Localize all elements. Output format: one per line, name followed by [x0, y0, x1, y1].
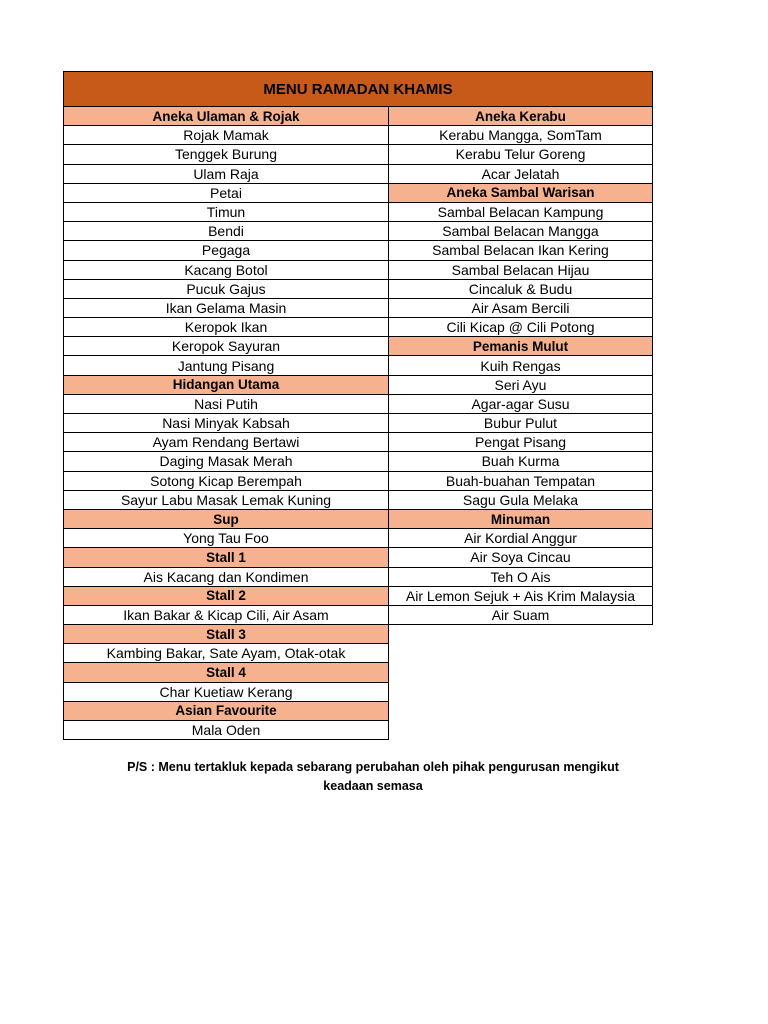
menu-item: Air Soya Cincau — [389, 548, 653, 567]
section-header: Stall 2 — [63, 587, 389, 606]
section-header: Aneka Kerabu — [389, 107, 653, 126]
menu-item: Rojak Mamak — [63, 126, 389, 145]
left-column — [63, 107, 389, 740]
menu-item: Bubur Pulut — [389, 414, 653, 433]
footnote — [63, 758, 683, 796]
menu-item: Jantung Pisang — [63, 356, 389, 375]
menu-item: Pucuk Gajus — [63, 280, 389, 299]
menu-item: Sambal Belacan Kampung — [389, 203, 653, 222]
menu-item: Sambal Belacan Mangga — [389, 222, 653, 241]
footnote-line-1: P/S : Menu tertakluk kepada sebarang perubahan oleh pihak pengurusan mengikut — [127, 760, 619, 774]
menu-item: Teh O Ais — [389, 568, 653, 587]
menu-item: Kuih Rengas — [389, 356, 653, 375]
menu-item: Timun — [63, 203, 389, 222]
menu-item: Nasi Minyak Kabsah — [63, 414, 389, 433]
menu-item: Air Lemon Sejuk + Ais Krim Malaysia — [389, 587, 653, 606]
section-header: Stall 1 — [63, 548, 389, 567]
menu-item: Ikan Gelama Masin — [63, 299, 389, 318]
menu-item: Buah Kurma — [389, 452, 653, 471]
menu-item: Pegaga — [63, 241, 389, 260]
section-header: Minuman — [389, 510, 653, 529]
menu-columns — [63, 107, 653, 740]
right-column — [389, 107, 653, 740]
footnote-line-2: keadaan semasa — [323, 779, 423, 793]
section-header: Hidangan Utama — [63, 376, 389, 395]
menu-item: Ikan Bakar & Kicap Cili, Air Asam — [63, 606, 389, 625]
menu-item: Cili Kicap @ Cili Potong — [389, 318, 653, 337]
menu-item: Sotong Kicap Berempah — [63, 472, 389, 491]
section-header: Stall 3 — [63, 625, 389, 644]
menu-item: Sagu Gula Melaka — [389, 491, 653, 510]
menu-item: Mala Oden — [63, 721, 389, 740]
menu-item: Acar Jelatah — [389, 165, 653, 184]
menu-item: Char Kuetiaw Kerang — [63, 683, 389, 702]
menu-title: MENU RAMADAN KHAMIS — [63, 71, 653, 107]
menu-item: Ais Kacang dan Kondimen — [63, 568, 389, 587]
menu-item: Kerabu Telur Goreng — [389, 145, 653, 164]
menu-table — [63, 71, 653, 740]
menu-item: Cincaluk & Budu — [389, 280, 653, 299]
menu-item: Air Kordial Anggur — [389, 529, 653, 548]
menu-item: Kerabu Mangga, SomTam — [389, 126, 653, 145]
menu-item: Tenggek Burung — [63, 145, 389, 164]
menu-item: Ulam Raja — [63, 165, 389, 184]
menu-item: Buah-buahan Tempatan — [389, 472, 653, 491]
section-header: Pemanis Mulut — [389, 337, 653, 356]
menu-item: Sayur Labu Masak Lemak Kuning — [63, 491, 389, 510]
menu-item: Bendi — [63, 222, 389, 241]
menu-item: Air Suam — [389, 606, 653, 625]
menu-item: Sambal Belacan Ikan Kering — [389, 241, 653, 260]
menu-item: Kacang Botol — [63, 261, 389, 280]
menu-item: Kambing Bakar, Sate Ayam, Otak-otak — [63, 644, 389, 663]
menu-item: Seri Ayu — [389, 376, 653, 395]
menu-item: Nasi Putih — [63, 395, 389, 414]
section-header: Aneka Ulaman & Rojak — [63, 107, 389, 126]
menu-item: Daging Masak Merah — [63, 452, 389, 471]
section-header: Asian Favourite — [63, 702, 389, 721]
menu-item: Yong Tau Foo — [63, 529, 389, 548]
menu-item: Sambal Belacan Hijau — [389, 261, 653, 280]
menu-item: Ayam Rendang Bertawi — [63, 433, 389, 452]
menu-item: Agar-agar Susu — [389, 395, 653, 414]
menu-item: Petai — [63, 184, 389, 203]
section-header: Sup — [63, 510, 389, 529]
menu-item: Keropok Sayuran — [63, 337, 389, 356]
menu-item: Keropok Ikan — [63, 318, 389, 337]
menu-item: Pengat Pisang — [389, 433, 653, 452]
menu-item: Air Asam Bercili — [389, 299, 653, 318]
section-header: Stall 4 — [63, 663, 389, 682]
section-header: Aneka Sambal Warisan — [389, 184, 653, 203]
